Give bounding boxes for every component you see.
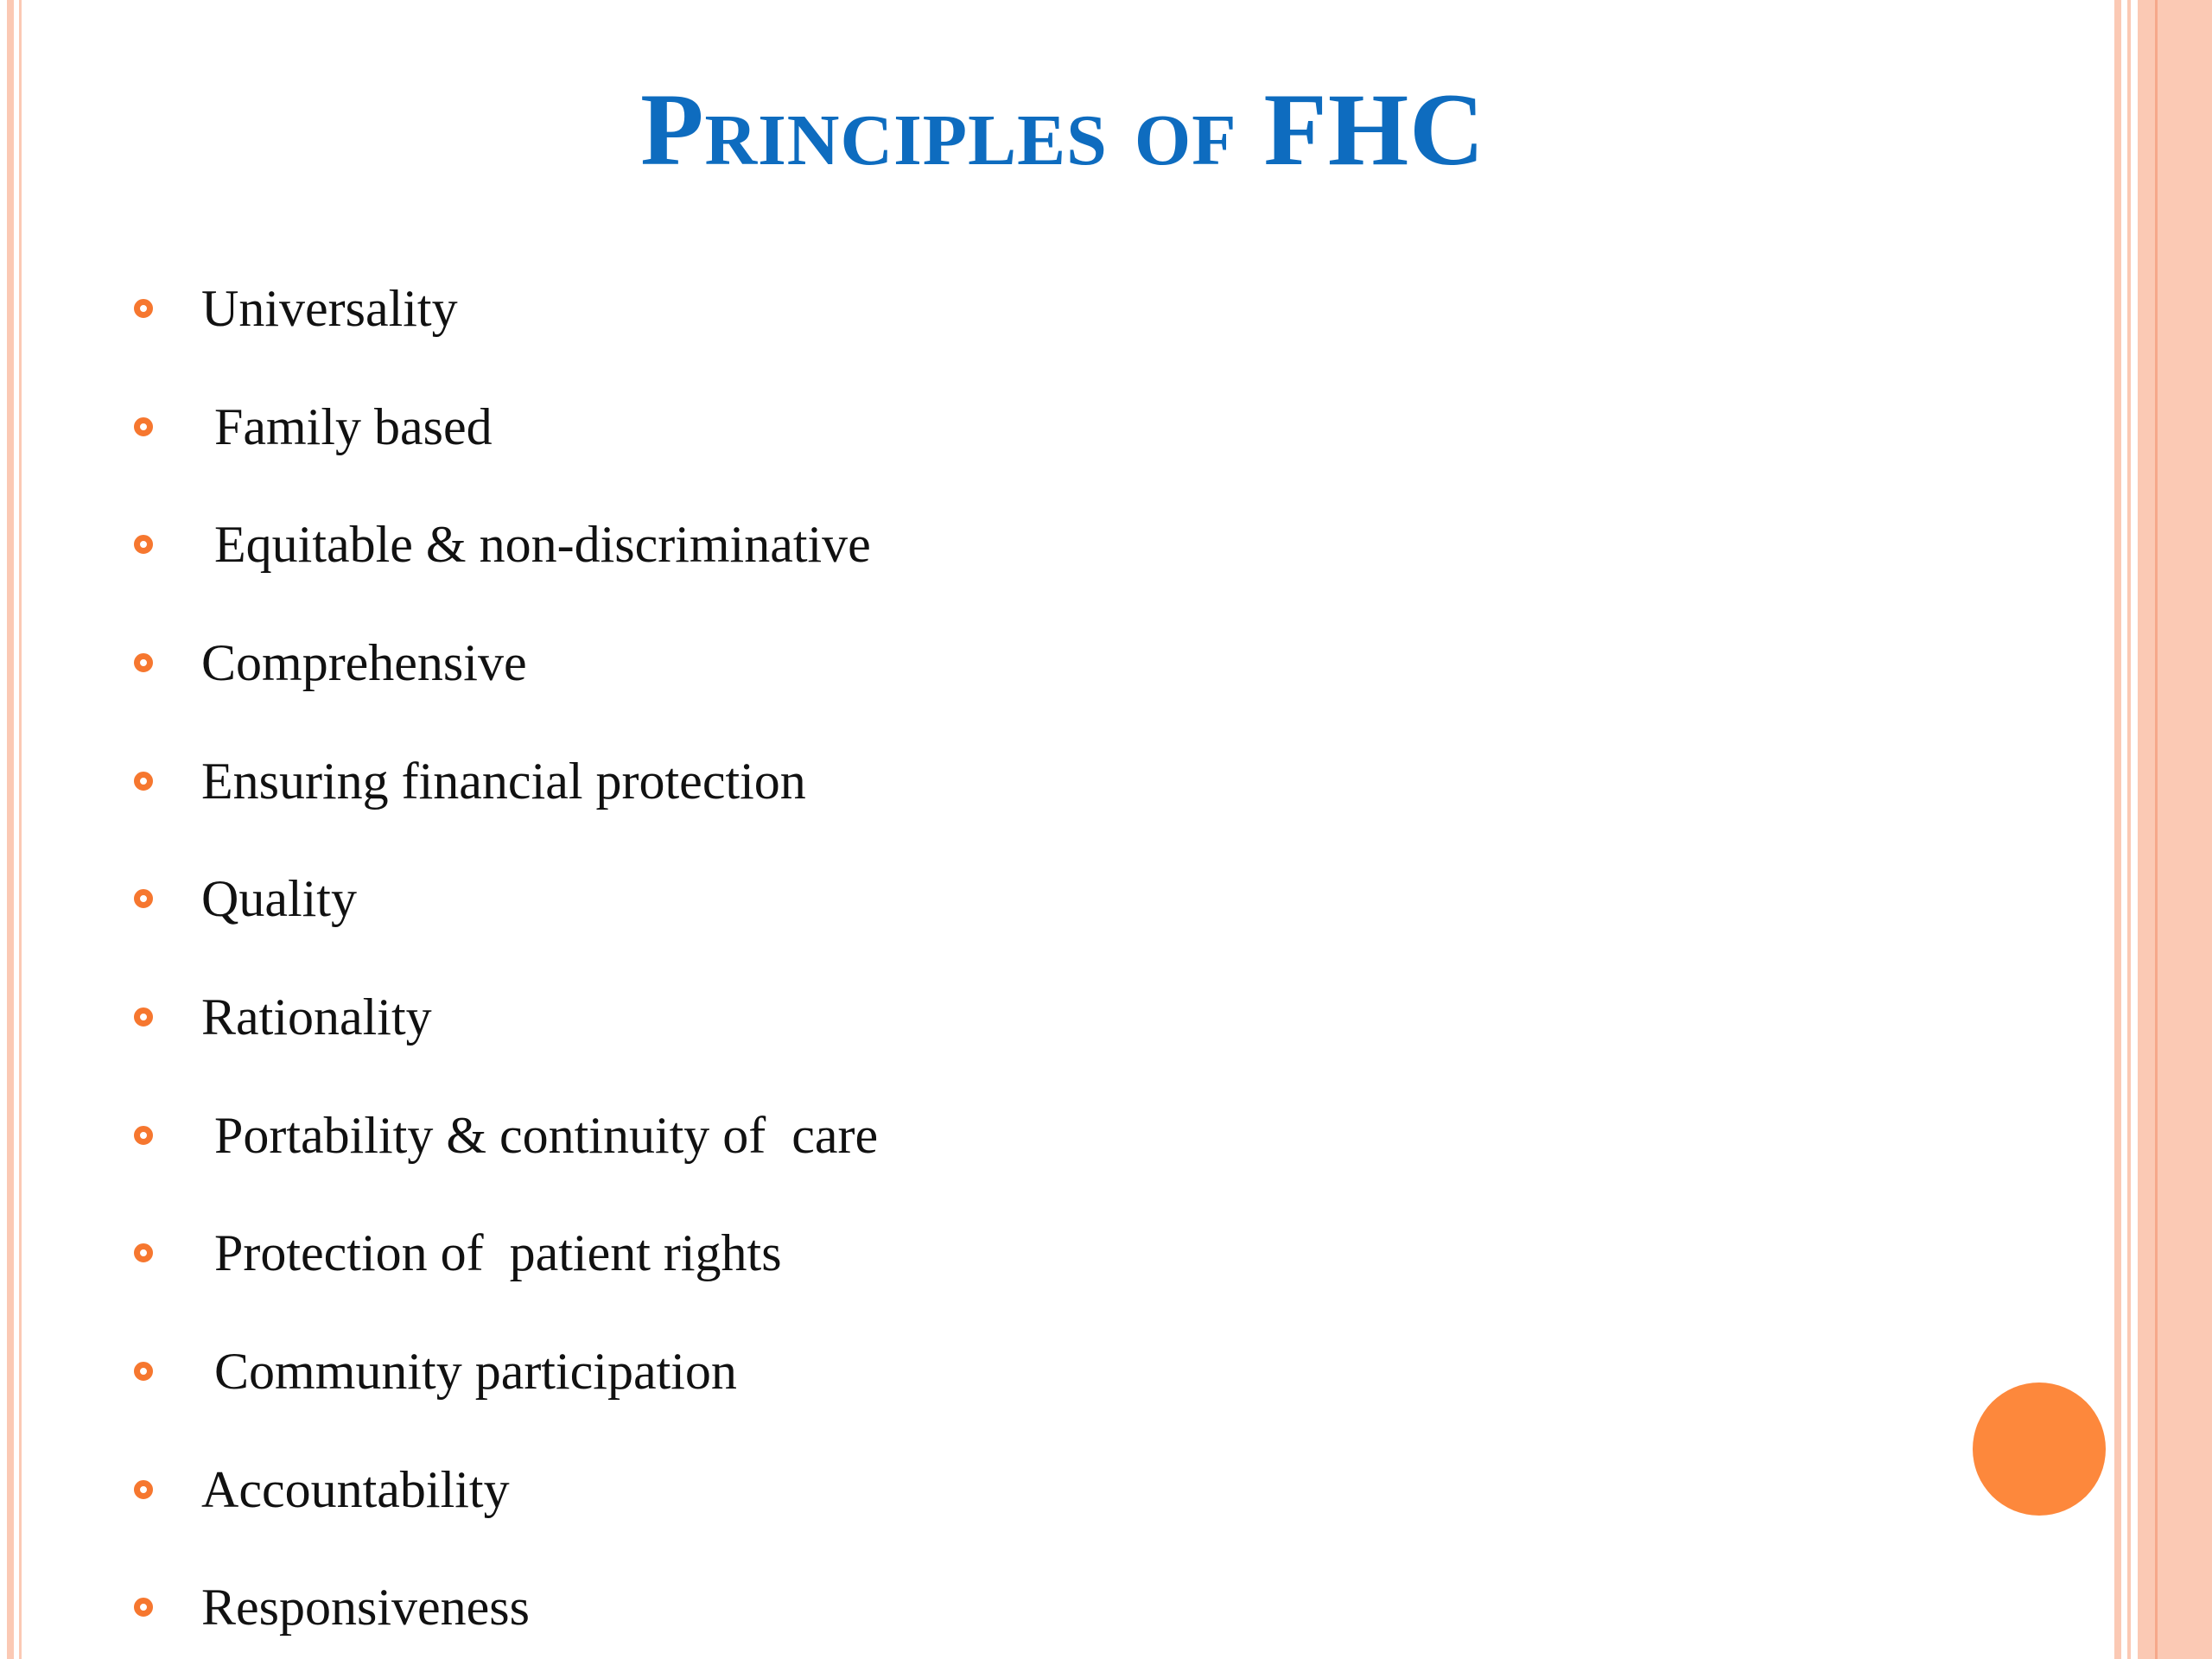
- list-item-label: Portability & continuity of care: [201, 1107, 879, 1164]
- bullet-ring-icon: [134, 1126, 153, 1145]
- list-item: [134, 1455, 510, 1524]
- right-border-line: [2114, 0, 2121, 1659]
- list-item: [134, 510, 871, 579]
- slide-title: Principles of FHC: [640, 72, 1485, 187]
- list-item-label: Accountability: [201, 1461, 510, 1518]
- list-item: [134, 864, 357, 933]
- bullet-ring-icon: [134, 653, 153, 672]
- list-item: [134, 274, 458, 343]
- bullet-ring-icon: [134, 1007, 153, 1027]
- bullet-ring-icon: [134, 1598, 153, 1617]
- list-item: [134, 1218, 782, 1287]
- list-item: [134, 1337, 737, 1406]
- list-item-label: Responsiveness: [201, 1579, 530, 1636]
- decorative-circle: [1973, 1382, 2106, 1516]
- bullet-ring-icon: [134, 1243, 153, 1262]
- list-item-label: Community participation: [201, 1343, 737, 1400]
- list-item-label: Quality: [201, 870, 357, 927]
- list-item: [134, 628, 527, 697]
- bullet-ring-icon: [134, 535, 153, 554]
- list-item-label: Family based: [201, 398, 493, 455]
- bullet-ring-icon: [134, 299, 153, 318]
- right-border-band: [2138, 0, 2212, 1659]
- bullet-ring-icon: [134, 417, 153, 436]
- list-item: [134, 392, 493, 461]
- bullet-ring-icon: [134, 772, 153, 791]
- bullet-ring-icon: [134, 1362, 153, 1381]
- bullet-ring-icon: [134, 889, 153, 908]
- list-item-label: Protection of patient rights: [201, 1224, 782, 1281]
- right-border-band-line: [2155, 0, 2158, 1659]
- list-item-label: Universality: [201, 280, 458, 337]
- right-border-line-thin: [2127, 0, 2131, 1659]
- list-item: [134, 1573, 530, 1642]
- list-item: [134, 747, 806, 816]
- list-item-label: Equitable & non-discriminative: [201, 516, 871, 573]
- list-item-label: Ensuring financial protection: [201, 753, 806, 810]
- list-item-label: Comprehensive: [201, 634, 527, 691]
- bullet-ring-icon: [134, 1480, 153, 1499]
- list-item-label: Rationality: [201, 988, 432, 1046]
- list-item: [134, 982, 432, 1052]
- list-item: [134, 1101, 878, 1170]
